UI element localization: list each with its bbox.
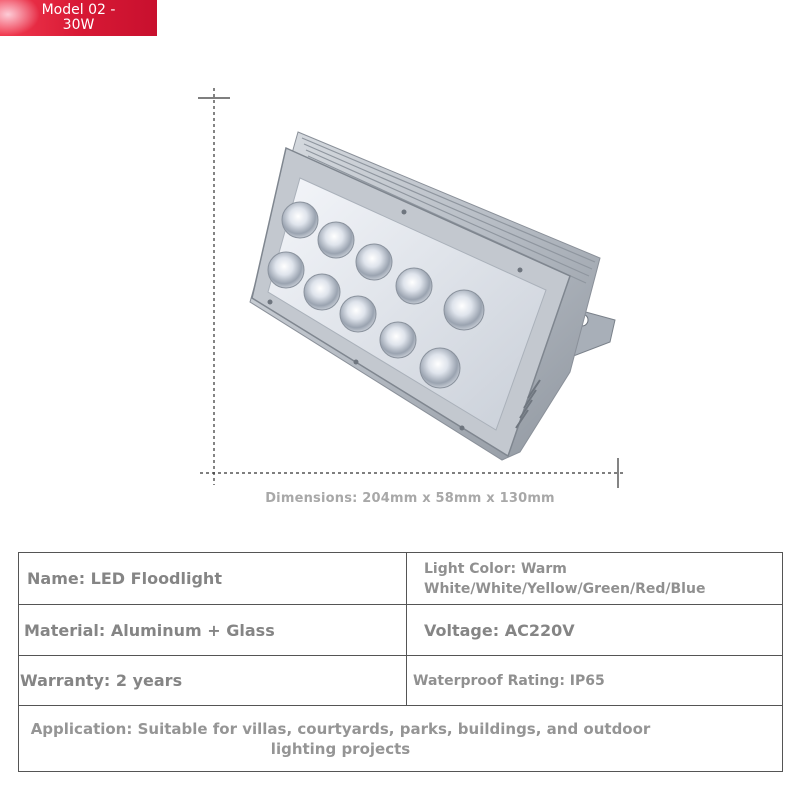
spec-row xyxy=(19,656,782,706)
model-badge xyxy=(0,0,157,36)
spec-cell-warranty xyxy=(19,656,407,705)
spec-light-color-line2: White/White/Yellow/Green/Red/Blue xyxy=(424,580,706,597)
spec-warranty: Warranty: 2 years xyxy=(20,671,183,690)
model-badge-line1: Model 02 - xyxy=(41,2,116,18)
spec-application xyxy=(19,706,782,772)
spec-light-color-line1: Light Color: Warm xyxy=(424,560,567,577)
spec-material: Material: Aluminum + Glass xyxy=(24,620,275,640)
spec-cell-light-color xyxy=(407,553,783,604)
spec-row xyxy=(19,706,782,772)
dimensions-caption: Dimensions: 204mm x 58mm x 130mm xyxy=(265,491,555,506)
spec-application-line1: Application: Suitable for villas, courtyards, parks, buildings, and outdoor xyxy=(30,720,651,738)
spec-row xyxy=(19,605,782,656)
spec-light-color xyxy=(407,559,705,599)
spec-cell-voltage xyxy=(407,605,783,655)
spec-row xyxy=(19,553,782,605)
spec-waterproof: Waterproof Rating: IP65 xyxy=(413,672,605,689)
spec-table xyxy=(18,552,783,772)
model-badge-line2: 30W xyxy=(62,17,95,33)
product-image xyxy=(190,80,640,500)
spec-cell-waterproof xyxy=(407,656,783,705)
spec-cell-name xyxy=(19,553,407,604)
spec-name: Name: LED Floodlight xyxy=(27,569,222,588)
spec-application-line2: lighting projects xyxy=(270,740,411,758)
spec-voltage: Voltage: AC220V xyxy=(424,620,575,640)
spec-cell-material xyxy=(19,605,407,655)
floodlight-illustration xyxy=(190,80,640,500)
